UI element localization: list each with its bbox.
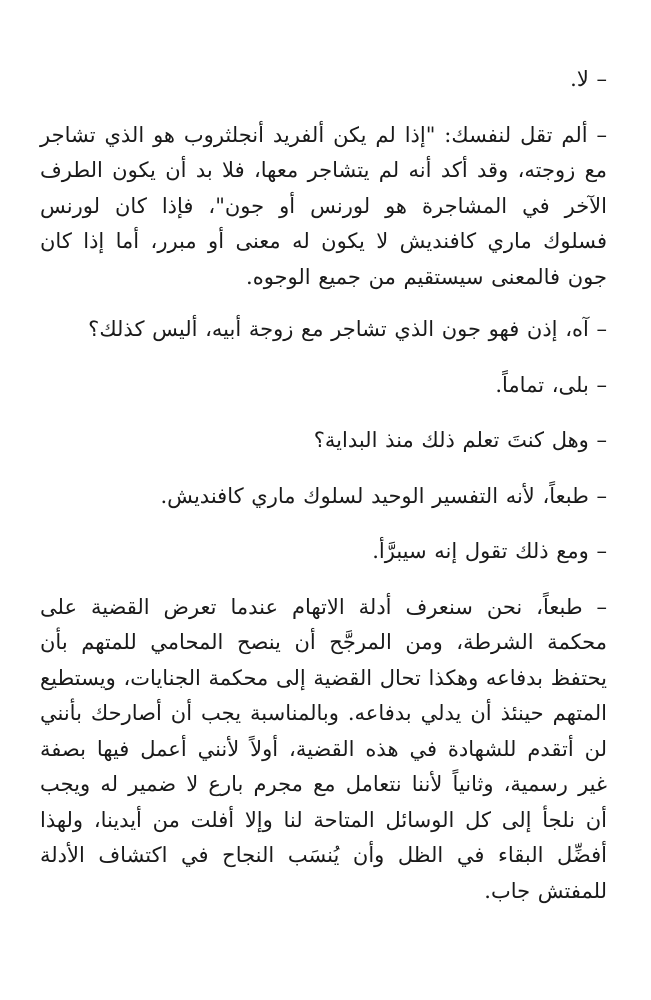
dialogue-line-2: – ألم تقل لنفسك: "إذا لم يكن ألفريد أنجلثروب هو الذي تشاجر مع زوجته، وقد أكد أنه لم يتشاجر معها، فلا بد أن يكون الطرف الآخر في المشاجرة هو لورنس أو جون"، فإذا كان لورنس فسلوك ماري كافنديش لا يكون له معنى أو مبرر، أما إذا كان جون فالمعنى سيستقيم من جميع الوجوه. (40, 122, 607, 289)
dialogue-line-1: – لا. (570, 67, 607, 91)
dialogue-line-7: – ومع ذلك تقول إنه سيبرَّأ. (372, 539, 607, 563)
dialogue-line-3: – آه، إذن فهو جون الذي تشاجر مع زوجة أبيه، أليس كذلك؟ (88, 317, 607, 341)
dialogue-line-4: – بلى، تماماً. (495, 372, 607, 397)
dialogue-line-5: – وهل كنتَ تعلم ذلك منذ البداية؟ (313, 428, 607, 452)
dialogue-line-8: – طبعاً، نحن سنعرف أدلة الاتهام عندما تعرض القضية على محكمة الشرطة، ومن المرجَّح أن ينصح المحامي للمتهم بأن يحتفظ بدفاعه وهكذا تحال القضية إلى محكمة الجنايات، ويستطيع المتهم حينئذ أن يدلي بدفاعه. وبالمناسبة يجب أن أصارحك بأنني لن أتقدم للشهادة في هذه القضية، أولاً لأنني أعمل فيها بصفة غير رسمية، وثانياً لأننا نتعامل مع مجرم بارع لا ضمير له ويجب أن نلجأ إلى كل الوسائل المتاحة لنا وإلا أفلت من أيدينا، ولهذا أفضِّل البقاء في الظل وأن يُنسَب النجاح في اكتشاف الأدلة للمفتش جاب. (40, 594, 607, 903)
dialogue-line-6: – طبعاً، لأنه التفسير الوحيد لسلوك ماري كافنديش. (160, 483, 607, 508)
